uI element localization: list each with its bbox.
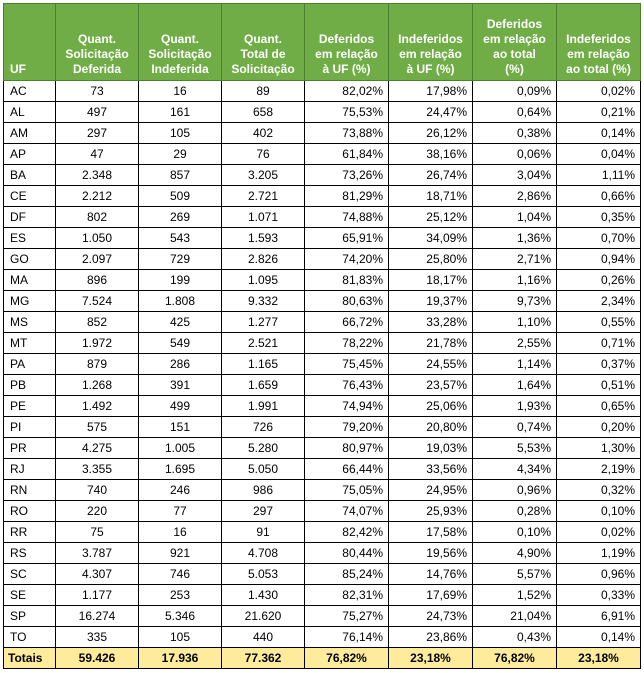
- cell-uf: AM: [4, 123, 56, 144]
- cell-qty-denied: 1.005: [139, 438, 222, 459]
- cell-denied-pct-total: 0,10%: [557, 501, 641, 522]
- header-row: [4, 4, 641, 81]
- cell-approved-pct-uf: 75,53%: [305, 102, 389, 123]
- cell-denied-pct-uf: 25,06%: [389, 396, 473, 417]
- table-row: [4, 165, 641, 186]
- cell-denied-pct-total: 0,14%: [557, 123, 641, 144]
- cell-uf: PI: [4, 417, 56, 438]
- cell-approved-pct-total: 21,04%: [473, 606, 557, 627]
- cell-approved-pct-uf: 78,22%: [305, 333, 389, 354]
- cell-qty-approved: 852: [56, 312, 139, 333]
- cell-denied-pct-uf: 19,03%: [389, 438, 473, 459]
- cell-denied-pct-uf: 26,74%: [389, 165, 473, 186]
- cell-uf: SP: [4, 606, 56, 627]
- cell-approved-pct-total: 0,06%: [473, 144, 557, 165]
- cell-approved-pct-total: 1,52%: [473, 585, 557, 606]
- header-uf: UF: [4, 4, 56, 81]
- header-approved-pct-total: Deferidos em relação ao total (%): [473, 4, 557, 81]
- cell-uf: GO: [4, 249, 56, 270]
- totals-approved-pct-uf: 76,82%: [305, 648, 389, 669]
- totals-row: [4, 648, 641, 669]
- cell-qty-total: 986: [222, 480, 305, 501]
- totals-denied-pct-total: 23,18%: [557, 648, 641, 669]
- cell-approved-pct-uf: 81,83%: [305, 270, 389, 291]
- cell-qty-denied: 269: [139, 207, 222, 228]
- header-qty-denied: Quant. Solicitação Indeferida: [139, 4, 222, 81]
- cell-uf: PR: [4, 438, 56, 459]
- cell-qty-denied: 246: [139, 480, 222, 501]
- totals-approved-pct-total: 76,82%: [473, 648, 557, 669]
- cell-approved-pct-uf: 82,42%: [305, 522, 389, 543]
- cell-qty-approved: 1.050: [56, 228, 139, 249]
- cell-qty-total: 1.071: [222, 207, 305, 228]
- cell-denied-pct-total: 0,37%: [557, 354, 641, 375]
- cell-qty-denied: 161: [139, 102, 222, 123]
- cell-qty-total: 76: [222, 144, 305, 165]
- cell-qty-approved: 1.177: [56, 585, 139, 606]
- cell-denied-pct-total: 6,91%: [557, 606, 641, 627]
- cell-qty-denied: 151: [139, 417, 222, 438]
- cell-qty-approved: 2.348: [56, 165, 139, 186]
- cell-denied-pct-uf: 24,95%: [389, 480, 473, 501]
- cell-uf: RO: [4, 501, 56, 522]
- cell-approved-pct-total: 2,55%: [473, 333, 557, 354]
- table-row: [4, 102, 641, 123]
- totals-label: Totais: [4, 648, 56, 669]
- cell-denied-pct-uf: 18,71%: [389, 186, 473, 207]
- table-row: [4, 333, 641, 354]
- cell-approved-pct-total: 1,16%: [473, 270, 557, 291]
- cell-qty-approved: 575: [56, 417, 139, 438]
- cell-uf: MT: [4, 333, 56, 354]
- cell-denied-pct-uf: 33,28%: [389, 312, 473, 333]
- table-row: [4, 312, 641, 333]
- cell-uf: RN: [4, 480, 56, 501]
- cell-qty-total: 89: [222, 81, 305, 102]
- cell-denied-pct-uf: 23,57%: [389, 375, 473, 396]
- table-row: [4, 522, 641, 543]
- header-qty-total: Quant. Total de Solicitação: [222, 4, 305, 81]
- cell-qty-total: 658: [222, 102, 305, 123]
- table-row: [4, 228, 641, 249]
- cell-approved-pct-uf: 66,44%: [305, 459, 389, 480]
- cell-approved-pct-uf: 82,02%: [305, 81, 389, 102]
- cell-denied-pct-total: 0,26%: [557, 270, 641, 291]
- cell-approved-pct-total: 1,64%: [473, 375, 557, 396]
- cell-approved-pct-total: 0,10%: [473, 522, 557, 543]
- table-row: [4, 270, 641, 291]
- table-row: [4, 480, 641, 501]
- table-row: [4, 186, 641, 207]
- cell-approved-pct-total: 0,74%: [473, 417, 557, 438]
- cell-qty-total: 9.332: [222, 291, 305, 312]
- cell-qty-denied: 509: [139, 186, 222, 207]
- table-row: [4, 144, 641, 165]
- cell-qty-total: 21.620: [222, 606, 305, 627]
- cell-approved-pct-uf: 74,07%: [305, 501, 389, 522]
- cell-approved-pct-total: 2,71%: [473, 249, 557, 270]
- cell-qty-total: 726: [222, 417, 305, 438]
- table-row: [4, 585, 641, 606]
- cell-approved-pct-total: 0,96%: [473, 480, 557, 501]
- table-row: [4, 438, 641, 459]
- cell-denied-pct-total: 2,19%: [557, 459, 641, 480]
- cell-qty-denied: 253: [139, 585, 222, 606]
- cell-approved-pct-total: 0,64%: [473, 102, 557, 123]
- table-row: [4, 606, 641, 627]
- cell-denied-pct-total: 0,33%: [557, 585, 641, 606]
- cell-qty-total: 1.991: [222, 396, 305, 417]
- totals-denied-pct-uf: 23,18%: [389, 648, 473, 669]
- cell-uf: CE: [4, 186, 56, 207]
- table-row: [4, 249, 641, 270]
- cell-approved-pct-uf: 61,84%: [305, 144, 389, 165]
- cell-denied-pct-total: 0,14%: [557, 627, 641, 648]
- cell-approved-pct-uf: 81,29%: [305, 186, 389, 207]
- table-row: [4, 396, 641, 417]
- cell-qty-total: 2.521: [222, 333, 305, 354]
- cell-approved-pct-uf: 66,72%: [305, 312, 389, 333]
- cell-qty-total: 5.053: [222, 564, 305, 585]
- cell-denied-pct-uf: 38,16%: [389, 144, 473, 165]
- cell-denied-pct-uf: 14,76%: [389, 564, 473, 585]
- cell-denied-pct-total: 2,34%: [557, 291, 641, 312]
- cell-denied-pct-total: 0,04%: [557, 144, 641, 165]
- cell-qty-total: 1.659: [222, 375, 305, 396]
- table-row: [4, 459, 641, 480]
- cell-approved-pct-total: 3,04%: [473, 165, 557, 186]
- cell-approved-pct-total: 0,43%: [473, 627, 557, 648]
- cell-qty-denied: 1.808: [139, 291, 222, 312]
- cell-denied-pct-total: 0,51%: [557, 375, 641, 396]
- cell-qty-denied: 5.346: [139, 606, 222, 627]
- cell-approved-pct-total: 4,90%: [473, 543, 557, 564]
- cell-qty-total: 3.205: [222, 165, 305, 186]
- cell-approved-pct-uf: 82,31%: [305, 585, 389, 606]
- cell-denied-pct-uf: 17,69%: [389, 585, 473, 606]
- cell-denied-pct-total: 1,11%: [557, 165, 641, 186]
- cell-denied-pct-total: 0,66%: [557, 186, 641, 207]
- cell-denied-pct-uf: 19,37%: [389, 291, 473, 312]
- cell-qty-approved: 297: [56, 123, 139, 144]
- cell-denied-pct-total: 0,55%: [557, 312, 641, 333]
- cell-qty-total: 2.721: [222, 186, 305, 207]
- totals-qty-approved: 59.426: [56, 648, 139, 669]
- cell-approved-pct-uf: 75,27%: [305, 606, 389, 627]
- cell-approved-pct-total: 1,93%: [473, 396, 557, 417]
- cell-uf: RJ: [4, 459, 56, 480]
- cell-uf: PE: [4, 396, 56, 417]
- cell-uf: AL: [4, 102, 56, 123]
- cell-qty-approved: 740: [56, 480, 139, 501]
- cell-denied-pct-uf: 25,80%: [389, 249, 473, 270]
- table-row: [4, 627, 641, 648]
- cell-qty-denied: 105: [139, 627, 222, 648]
- table-row: [4, 81, 641, 102]
- cell-denied-pct-uf: 19,56%: [389, 543, 473, 564]
- cell-denied-pct-uf: 24,47%: [389, 102, 473, 123]
- totals-qty-total: 77.362: [222, 648, 305, 669]
- cell-denied-pct-total: 0,21%: [557, 102, 641, 123]
- cell-qty-total: 1.593: [222, 228, 305, 249]
- cell-qty-denied: 857: [139, 165, 222, 186]
- table-body: [4, 81, 641, 648]
- cell-approved-pct-uf: 74,88%: [305, 207, 389, 228]
- cell-approved-pct-total: 4,34%: [473, 459, 557, 480]
- cell-qty-denied: 1.695: [139, 459, 222, 480]
- cell-approved-pct-total: 0,28%: [473, 501, 557, 522]
- cell-denied-pct-uf: 25,93%: [389, 501, 473, 522]
- cell-approved-pct-total: 1,36%: [473, 228, 557, 249]
- cell-uf: DF: [4, 207, 56, 228]
- cell-qty-denied: 105: [139, 123, 222, 144]
- cell-approved-pct-total: 5,53%: [473, 438, 557, 459]
- header-denied-pct-total: Indeferidos em relação ao total (%): [557, 4, 641, 81]
- cell-approved-pct-uf: 73,26%: [305, 165, 389, 186]
- cell-qty-denied: 16: [139, 522, 222, 543]
- uf-requests-table: [3, 3, 641, 669]
- cell-denied-pct-total: 0,02%: [557, 81, 641, 102]
- cell-denied-pct-total: 0,20%: [557, 417, 641, 438]
- cell-qty-approved: 1.972: [56, 333, 139, 354]
- table-row: [4, 543, 641, 564]
- cell-qty-approved: 1.492: [56, 396, 139, 417]
- cell-qty-denied: 425: [139, 312, 222, 333]
- cell-approved-pct-uf: 80,63%: [305, 291, 389, 312]
- cell-qty-approved: 1.268: [56, 375, 139, 396]
- cell-qty-approved: 4.275: [56, 438, 139, 459]
- cell-denied-pct-uf: 23,86%: [389, 627, 473, 648]
- cell-uf: BA: [4, 165, 56, 186]
- cell-denied-pct-total: 0,94%: [557, 249, 641, 270]
- cell-qty-approved: 220: [56, 501, 139, 522]
- table-row: [4, 207, 641, 228]
- cell-denied-pct-uf: 21,78%: [389, 333, 473, 354]
- cell-qty-denied: 746: [139, 564, 222, 585]
- cell-qty-approved: 2.097: [56, 249, 139, 270]
- cell-denied-pct-uf: 24,55%: [389, 354, 473, 375]
- cell-qty-denied: 543: [139, 228, 222, 249]
- cell-qty-denied: 199: [139, 270, 222, 291]
- table-row: [4, 564, 641, 585]
- cell-qty-approved: 4.307: [56, 564, 139, 585]
- cell-qty-approved: 335: [56, 627, 139, 648]
- cell-uf: AC: [4, 81, 56, 102]
- header-approved-pct-uf: Deferidos em relação à UF (%): [305, 4, 389, 81]
- table-row: [4, 354, 641, 375]
- cell-denied-pct-uf: 25,12%: [389, 207, 473, 228]
- cell-approved-pct-total: 1,04%: [473, 207, 557, 228]
- cell-qty-approved: 16.274: [56, 606, 139, 627]
- cell-approved-pct-uf: 73,88%: [305, 123, 389, 144]
- cell-qty-total: 4.708: [222, 543, 305, 564]
- cell-qty-denied: 391: [139, 375, 222, 396]
- cell-approved-pct-uf: 74,20%: [305, 249, 389, 270]
- cell-qty-total: 2.826: [222, 249, 305, 270]
- cell-approved-pct-uf: 75,45%: [305, 354, 389, 375]
- cell-uf: RS: [4, 543, 56, 564]
- cell-approved-pct-uf: 76,43%: [305, 375, 389, 396]
- cell-denied-pct-uf: 18,17%: [389, 270, 473, 291]
- cell-qty-approved: 497: [56, 102, 139, 123]
- cell-qty-approved: 3.355: [56, 459, 139, 480]
- cell-denied-pct-total: 0,70%: [557, 228, 641, 249]
- cell-uf: TO: [4, 627, 56, 648]
- table-row: [4, 417, 641, 438]
- cell-qty-denied: 77: [139, 501, 222, 522]
- cell-qty-total: 1.095: [222, 270, 305, 291]
- cell-qty-approved: 879: [56, 354, 139, 375]
- cell-uf: AP: [4, 144, 56, 165]
- cell-approved-pct-uf: 65,91%: [305, 228, 389, 249]
- cell-denied-pct-total: 0,32%: [557, 480, 641, 501]
- cell-qty-denied: 921: [139, 543, 222, 564]
- cell-qty-approved: 2.212: [56, 186, 139, 207]
- cell-denied-pct-uf: 26,12%: [389, 123, 473, 144]
- cell-qty-denied: 286: [139, 354, 222, 375]
- cell-qty-approved: 73: [56, 81, 139, 102]
- cell-uf: SC: [4, 564, 56, 585]
- cell-uf: PA: [4, 354, 56, 375]
- cell-qty-approved: 75: [56, 522, 139, 543]
- cell-qty-total: 91: [222, 522, 305, 543]
- table-row: [4, 291, 641, 312]
- cell-qty-denied: 729: [139, 249, 222, 270]
- cell-qty-denied: 499: [139, 396, 222, 417]
- totals-qty-denied: 17.936: [139, 648, 222, 669]
- cell-approved-pct-total: 1,14%: [473, 354, 557, 375]
- cell-uf: MS: [4, 312, 56, 333]
- header-qty-approved: Quant. Solicitação Deferida: [56, 4, 139, 81]
- cell-approved-pct-uf: 76,14%: [305, 627, 389, 648]
- table-row: [4, 123, 641, 144]
- cell-denied-pct-uf: 24,73%: [389, 606, 473, 627]
- cell-qty-approved: 3.787: [56, 543, 139, 564]
- cell-qty-total: 402: [222, 123, 305, 144]
- cell-denied-pct-total: 1,30%: [557, 438, 641, 459]
- cell-denied-pct-total: 0,02%: [557, 522, 641, 543]
- cell-denied-pct-total: 0,65%: [557, 396, 641, 417]
- cell-approved-pct-uf: 80,44%: [305, 543, 389, 564]
- cell-approved-pct-uf: 85,24%: [305, 564, 389, 585]
- table-row: [4, 501, 641, 522]
- cell-uf: ES: [4, 228, 56, 249]
- cell-uf: SE: [4, 585, 56, 606]
- cell-qty-total: 5.050: [222, 459, 305, 480]
- cell-qty-denied: 29: [139, 144, 222, 165]
- cell-denied-pct-uf: 17,58%: [389, 522, 473, 543]
- table-row: [4, 375, 641, 396]
- cell-approved-pct-total: 5,57%: [473, 564, 557, 585]
- cell-qty-total: 1.430: [222, 585, 305, 606]
- cell-approved-pct-total: 1,10%: [473, 312, 557, 333]
- cell-approved-pct-total: 0,09%: [473, 81, 557, 102]
- cell-approved-pct-total: 2,86%: [473, 186, 557, 207]
- cell-approved-pct-uf: 74,94%: [305, 396, 389, 417]
- cell-qty-approved: 802: [56, 207, 139, 228]
- cell-uf: RR: [4, 522, 56, 543]
- cell-qty-denied: 549: [139, 333, 222, 354]
- cell-qty-total: 1.277: [222, 312, 305, 333]
- cell-approved-pct-uf: 79,20%: [305, 417, 389, 438]
- cell-uf: MG: [4, 291, 56, 312]
- cell-denied-pct-uf: 17,98%: [389, 81, 473, 102]
- cell-qty-total: 440: [222, 627, 305, 648]
- cell-approved-pct-total: 9,73%: [473, 291, 557, 312]
- cell-denied-pct-uf: 34,09%: [389, 228, 473, 249]
- cell-qty-approved: 7.524: [56, 291, 139, 312]
- header-denied-pct-uf: Indeferidos em relação à UF (%): [389, 4, 473, 81]
- cell-denied-pct-uf: 20,80%: [389, 417, 473, 438]
- cell-qty-denied: 16: [139, 81, 222, 102]
- cell-denied-pct-total: 0,96%: [557, 564, 641, 585]
- cell-denied-pct-total: 0,71%: [557, 333, 641, 354]
- cell-approved-pct-uf: 80,97%: [305, 438, 389, 459]
- cell-uf: PB: [4, 375, 56, 396]
- cell-approved-pct-total: 0,38%: [473, 123, 557, 144]
- cell-denied-pct-total: 0,35%: [557, 207, 641, 228]
- cell-denied-pct-uf: 33,56%: [389, 459, 473, 480]
- cell-denied-pct-total: 1,19%: [557, 543, 641, 564]
- cell-approved-pct-uf: 75,05%: [305, 480, 389, 501]
- cell-qty-total: 5.280: [222, 438, 305, 459]
- cell-uf: MA: [4, 270, 56, 291]
- cell-qty-approved: 896: [56, 270, 139, 291]
- cell-qty-total: 1.165: [222, 354, 305, 375]
- cell-qty-total: 297: [222, 501, 305, 522]
- cell-qty-approved: 47: [56, 144, 139, 165]
